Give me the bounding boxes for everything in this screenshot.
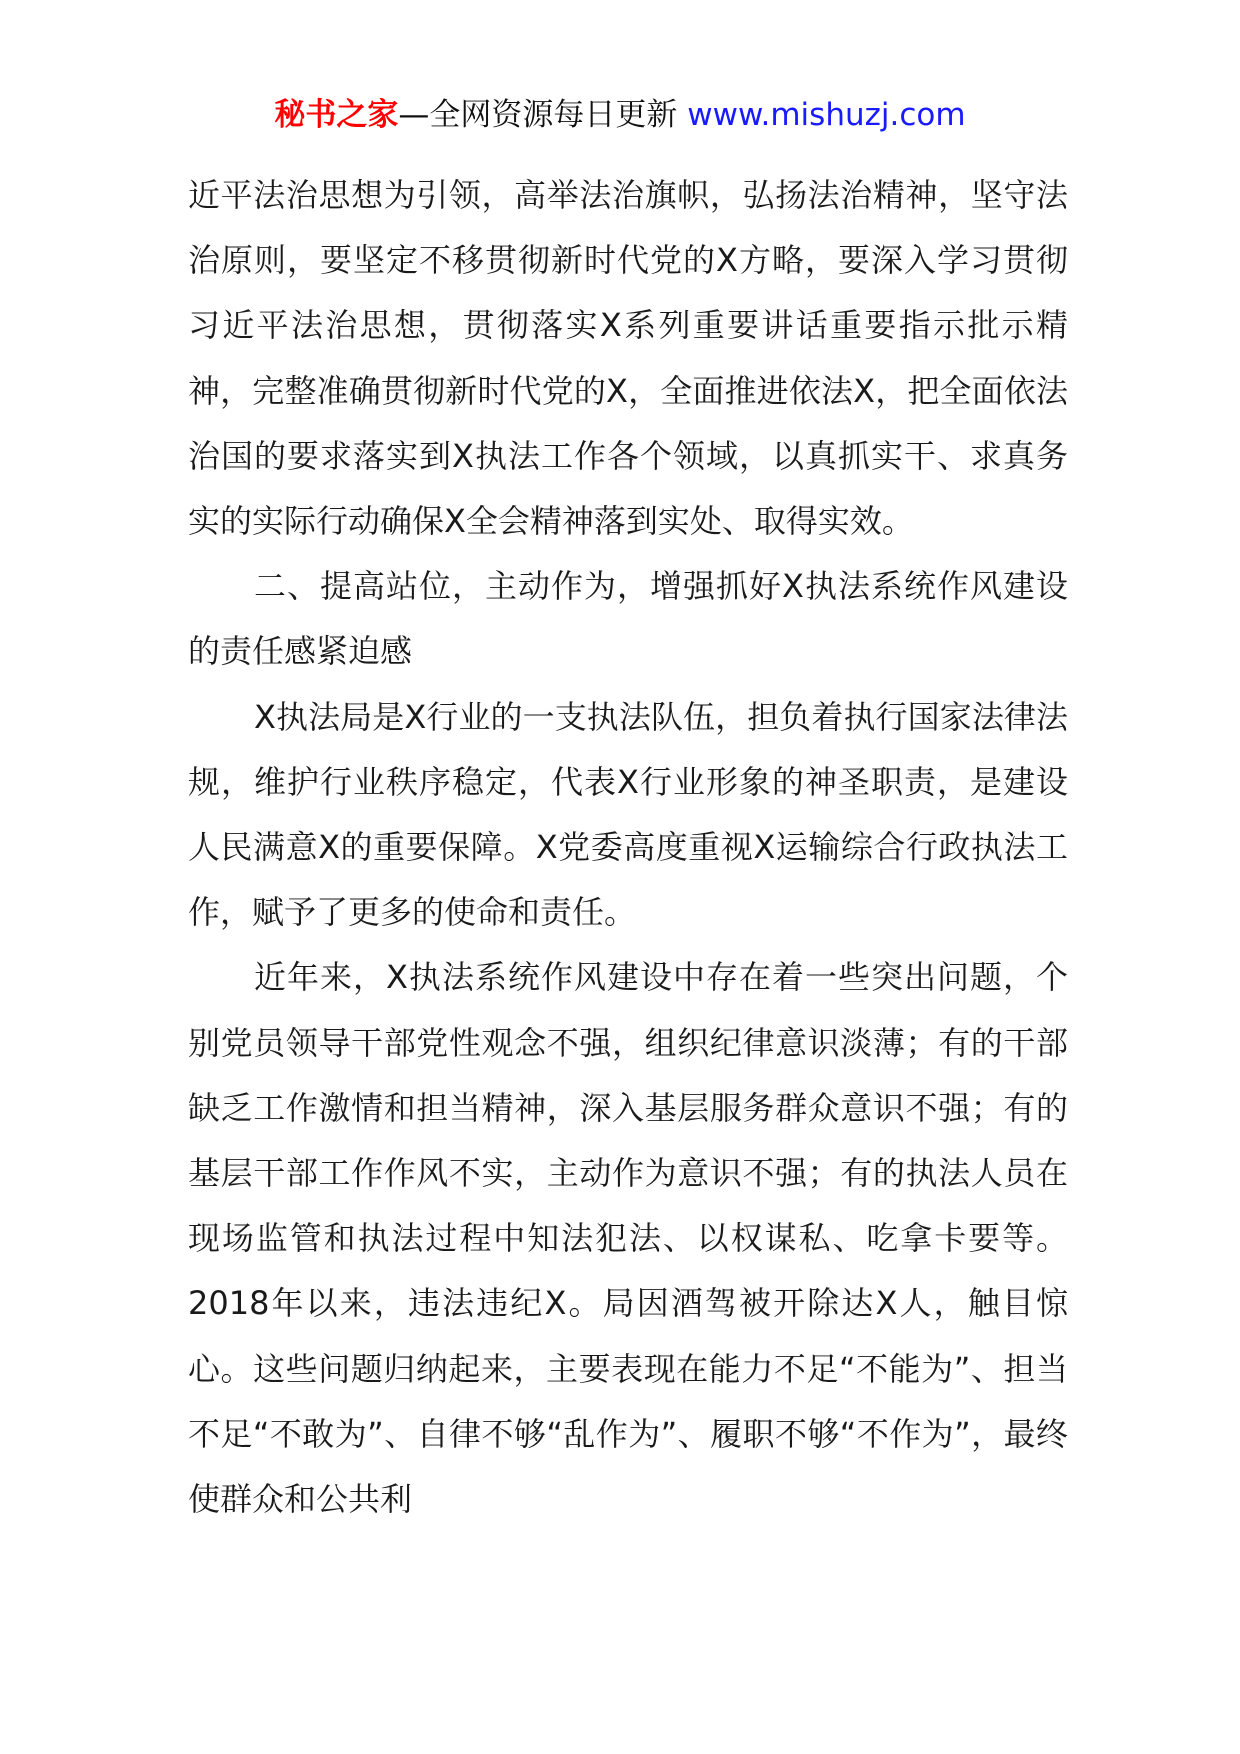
site-tagline: —全网资源每日更新 <box>398 97 688 133</box>
site-brand: 秘书之家 <box>274 97 399 133</box>
paragraph-continued: 近平法治思想为引领，高举法治旗帜，弘扬法治精神，坚守法治原则，要坚定不移贯彻新时代党的X方略，要深入学习贯彻习近平法治思想，贯彻落实X系列重要讲话重要指示批示精神，完整准确贯彻新时代党的X，全面推进依法X，把全面依法治国的要求落实到X执法工作各个领域，以真抓实干、求真务实的实际行动确保X全会精神落到实处、取得实效。 <box>188 176 1068 541</box>
paragraph: X执法局是X行业的一支执法队伍，担负着执行国家法律法规，维护行业秩序稳定，代表X行业形象的神圣职责，是建设人民满意X的重要保障。X党委高度重视X运输综合行政执法工作，赋予了更多的使命和责任。 <box>188 697 1068 932</box>
page-header <box>0 92 1240 138</box>
document-body <box>188 163 1068 1532</box>
site-url[interactable]: www.mishuzj.com <box>687 97 966 133</box>
paragraph: 近年来，X执法系统作风建设中存在着一些突出问题，个别党员领导干部党性观念不强，组织纪律意识淡薄；有的干部缺乏工作激情和担当精神，深入基层服务群众意识不强；有的基层干部工作作风不实，主动作为意识不强；有的执法人员在现场监管和执法过程中知法犯法、以权谋私、吃拿卡要等。2018年以来，违法违纪X。局因酒驾被开除达X人，触目惊心。这些问题归纳起来，主要表现在能力不足“不能为”、担当不足“不敢为”、自律不够“乱作为”、履职不够“不作为”，最终使群众和公共利 <box>188 958 1068 1519</box>
section-heading: 二、提高站位，主动作为，增强抓好X执法系统作风建设的责任感紧迫感 <box>188 567 1068 671</box>
